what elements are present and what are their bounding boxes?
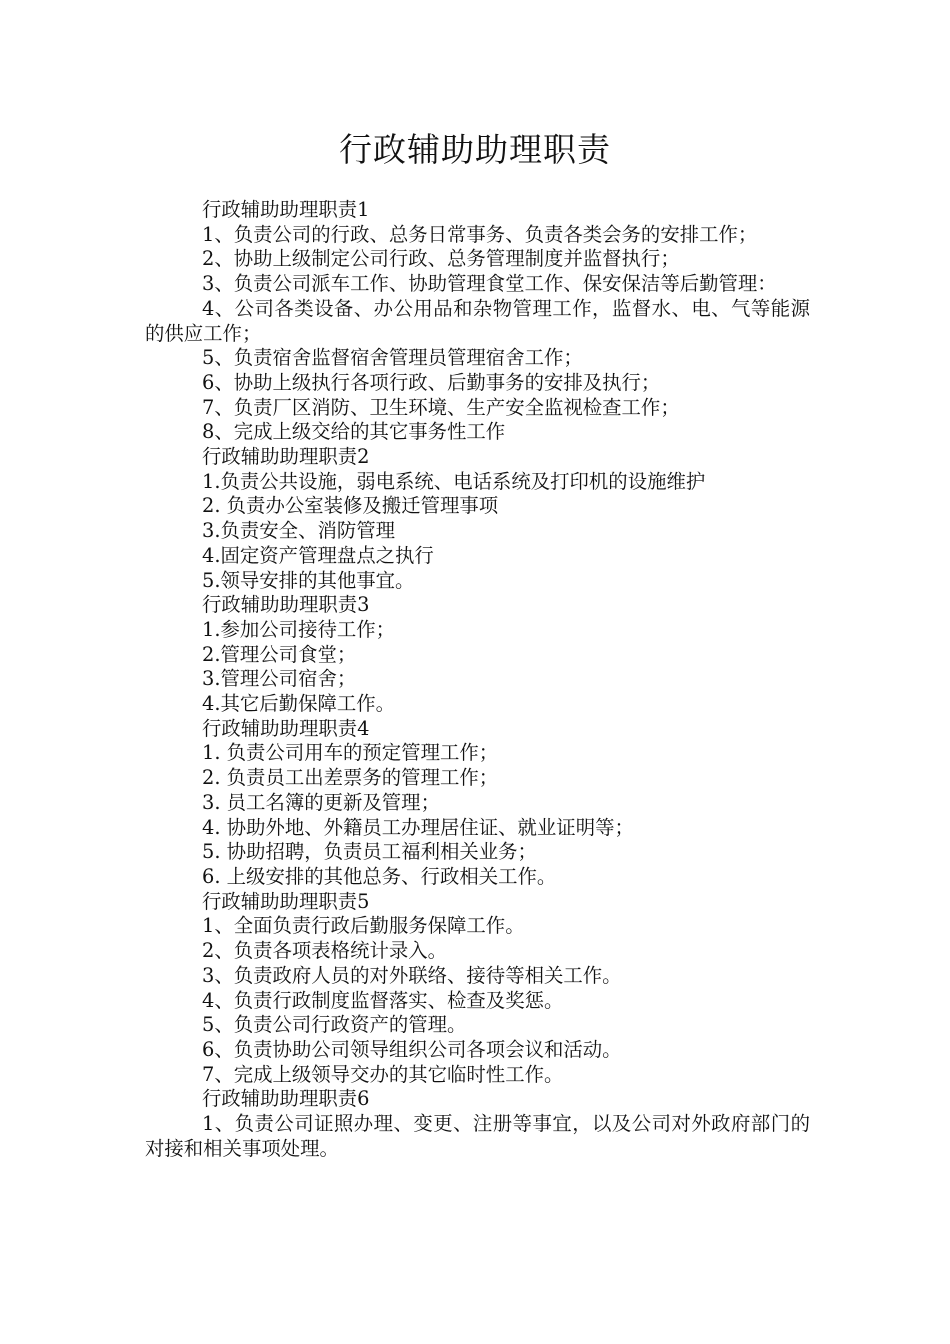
page-title: 行政辅助助理职责	[339, 130, 611, 169]
paragraph: 1. 负责公司用车的预定管理工作；	[202, 741, 499, 765]
paragraph: 1、负责公司证照办理、变更、注册等事宜，以及公司对外政府部门的对接和相关事项处理。	[145, 1112, 810, 1160]
paragraph: 2.管理公司食堂；	[202, 642, 357, 666]
paragraph: 2、负责各项表格统计录入。	[202, 939, 448, 963]
paragraph: 2. 负责员工出差票务的管理工作；	[202, 766, 499, 790]
paragraph: 2、协助上级制定公司行政、总务管理制度并监督执行；	[202, 247, 680, 271]
paragraph: 1.参加公司接待工作；	[202, 617, 396, 641]
paragraph: 5.领导安排的其他事宜。	[202, 568, 415, 592]
paragraph: 4.固定资产管理盘点之执行	[202, 543, 434, 567]
paragraph: 5、负责公司行政资产的管理。	[202, 1013, 467, 1037]
section-heading-1: 行政辅助助理职责1	[202, 198, 370, 221]
paragraph: 7、完成上级领导交办的其它临时性工作。	[202, 1062, 564, 1086]
paragraph: 7、负责厂区消防、卫生环境、生产安全监视检查工作；	[202, 395, 680, 419]
paragraph: 8、完成上级交给的其它事务性工作	[202, 420, 506, 444]
paragraph: 3、负责公司派车工作、协助管理食堂工作、保安保洁等后勤管理：	[202, 272, 777, 296]
paragraph: 5、负责宿舍监督宿舍管理员管理宿舍工作；	[202, 346, 583, 370]
paragraph: 3.管理公司宿舍；	[202, 667, 357, 691]
paragraph: 5. 协助招聘，负责员工福利相关业务；	[202, 840, 537, 864]
document-body	[145, 198, 810, 1161]
paragraph: 4. 协助外地、外籍员工办理居住证、就业证明等；	[202, 815, 634, 839]
paragraph: 3、负责政府人员的对外联络、接待等相关工作。	[202, 963, 622, 987]
paragraph: 4、负责行政制度监督落实、检查及奖惩。	[202, 988, 564, 1012]
section-heading-2: 行政辅助助理职责2	[202, 445, 370, 469]
paragraph: 6. 上级安排的其他总务、行政相关工作。	[202, 864, 557, 888]
paragraph: 1.负责公共设施，弱电系统、电话系统及打印机的设施维护	[202, 469, 706, 493]
paragraph: 1、负责公司的行政、总务日常事务、负责各类会务的安排工作；	[202, 222, 758, 246]
paragraph: 4、公司各类设备、办公用品和杂物管理工作，监督水、电、气等能源的供应工作；	[145, 296, 810, 345]
paragraph: 4.其它后勤保障工作。	[202, 692, 396, 716]
section-heading-3: 行政辅助助理职责3	[202, 593, 370, 617]
paragraph: 1、全面负责行政后勤服务保障工作。	[202, 914, 525, 938]
paragraph: 6、协助上级执行各项行政、后勤事务的安排及执行；	[202, 370, 661, 394]
paragraph: 2. 负责办公室装修及搬迁管理事项	[202, 494, 499, 518]
section-heading-5: 行政辅助助理职责5	[202, 889, 370, 913]
paragraph: 3.负责安全、消防管理	[202, 519, 396, 543]
paragraph: 3. 员工名簿的更新及管理；	[202, 790, 440, 814]
section-heading-4: 行政辅助助理职责4	[202, 716, 370, 740]
paragraph: 6、负责协助公司领导组织公司各项会议和活动。	[202, 1037, 622, 1061]
section-heading-6: 行政辅助助理职责6	[202, 1087, 370, 1111]
